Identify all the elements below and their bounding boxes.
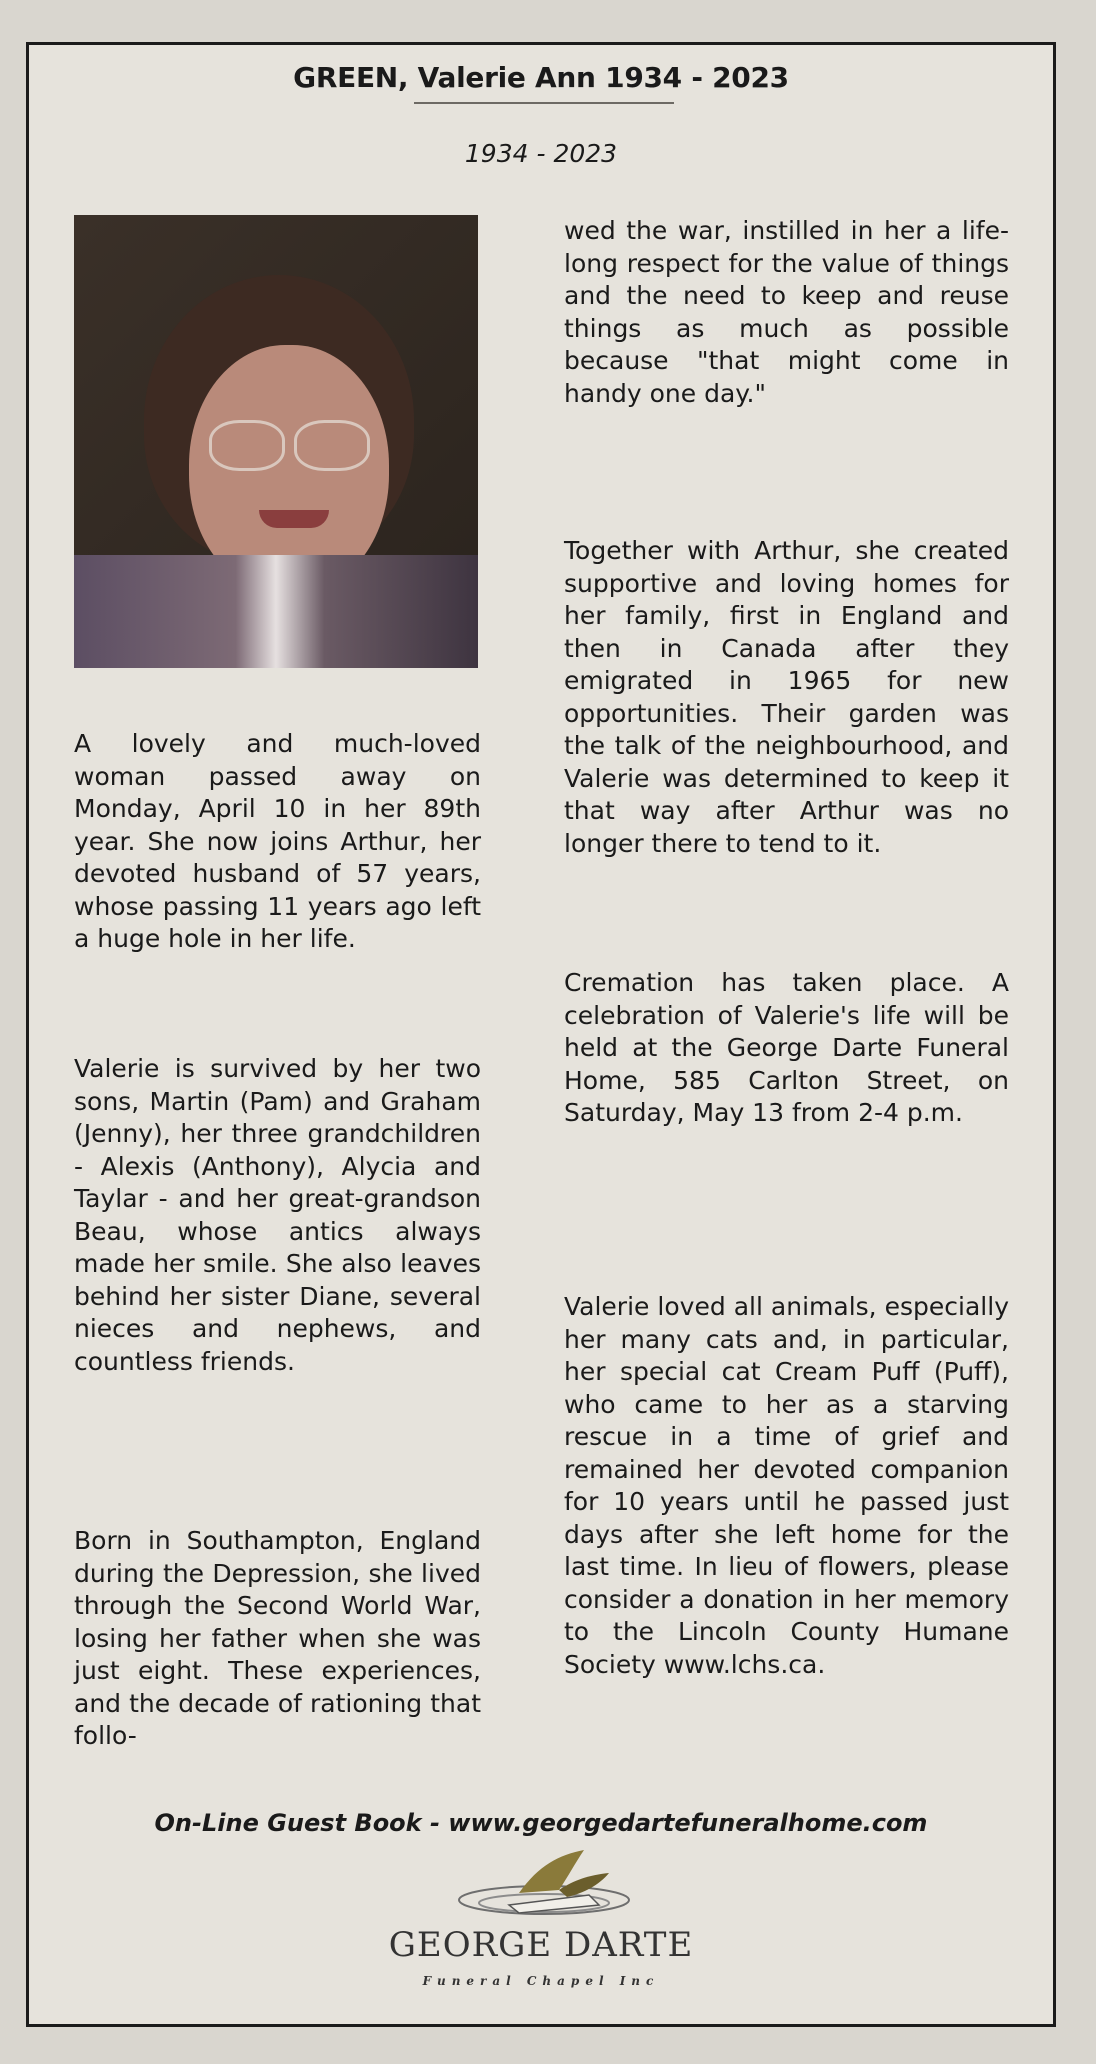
funeral-home-subtitle: Funeral Chapel Inc bbox=[422, 1974, 660, 1988]
obituary-title: GREEN, Valerie Ann 1934 - 2023 bbox=[293, 61, 789, 94]
funeral-home-logo-icon bbox=[449, 1845, 639, 1925]
paragraph-animals: Valerie loved all animals, especially her many cats and, in particular, her special cat Cream Puff (Puff), who came to her as a starving rescue in a time of grief and remained her devoted companion for 10 years until he passed just days after she left home for the last time. In lieu of flowers, please consider a donation in her memory to the Lincoln County Humane Society www.lchs.ca. bbox=[564, 1292, 1009, 1679]
paragraph-rationing: wed the war, instilled in her a life-long respect for the value of things and the need to keep and reuse things as much as possible because "that might come in handy one day." bbox=[564, 216, 1009, 408]
paragraph-homes: Together with Arthur, she created supportive and loving homes for her family, first in England and then in Canada after they emigrated in 1965 for new opportunities. Their garden was the talk of the neighbourhood, and Valerie was determined to keep it that way after Arthur was no longer there to tend to it. bbox=[564, 536, 1009, 858]
obituary-frame bbox=[26, 42, 1056, 2027]
guest-book-link[interactable]: On-Line Guest Book - www.georgedartefuneralhome.com bbox=[154, 1809, 928, 1837]
paragraph-celebration: Cremation has taken place. A celebration of Valerie's life will be held at the George Darte Funeral Home, 585 Carlton Street, on Saturday, May 13 from 2-4 p.m. bbox=[564, 968, 1009, 1127]
title-divider bbox=[414, 102, 674, 104]
portrait-photo bbox=[74, 215, 478, 668]
paragraph-passing: A lovely and much-loved woman passed away on Monday, April 10 in her 89th year. She now joins Arthur, her devoted husband of 57 years, whose passing 11 years ago left a huge hole in her life. bbox=[74, 729, 481, 953]
funeral-home-name: GEORGE DARTE bbox=[388, 1925, 694, 1965]
paragraph-survivors: Valerie is survived by her two sons, Martin (Pam) and Graham (Jenny), her three grandchildren - Alexis (Anthony), Alycia and Taylar - and her great-grandson Beau, whose antics always made her smile. She also leaves behind her sister Diane, several nieces and nephews, and countless friends. bbox=[74, 1054, 481, 1376]
obituary-years: 1934 - 2023 bbox=[464, 139, 618, 168]
paragraph-early-life: Born in Southampton, England during the Depression, she lived through the Second World War, losing her father when she was just eight. These experiences, and the decade of rationing that follo- bbox=[74, 1526, 481, 1750]
